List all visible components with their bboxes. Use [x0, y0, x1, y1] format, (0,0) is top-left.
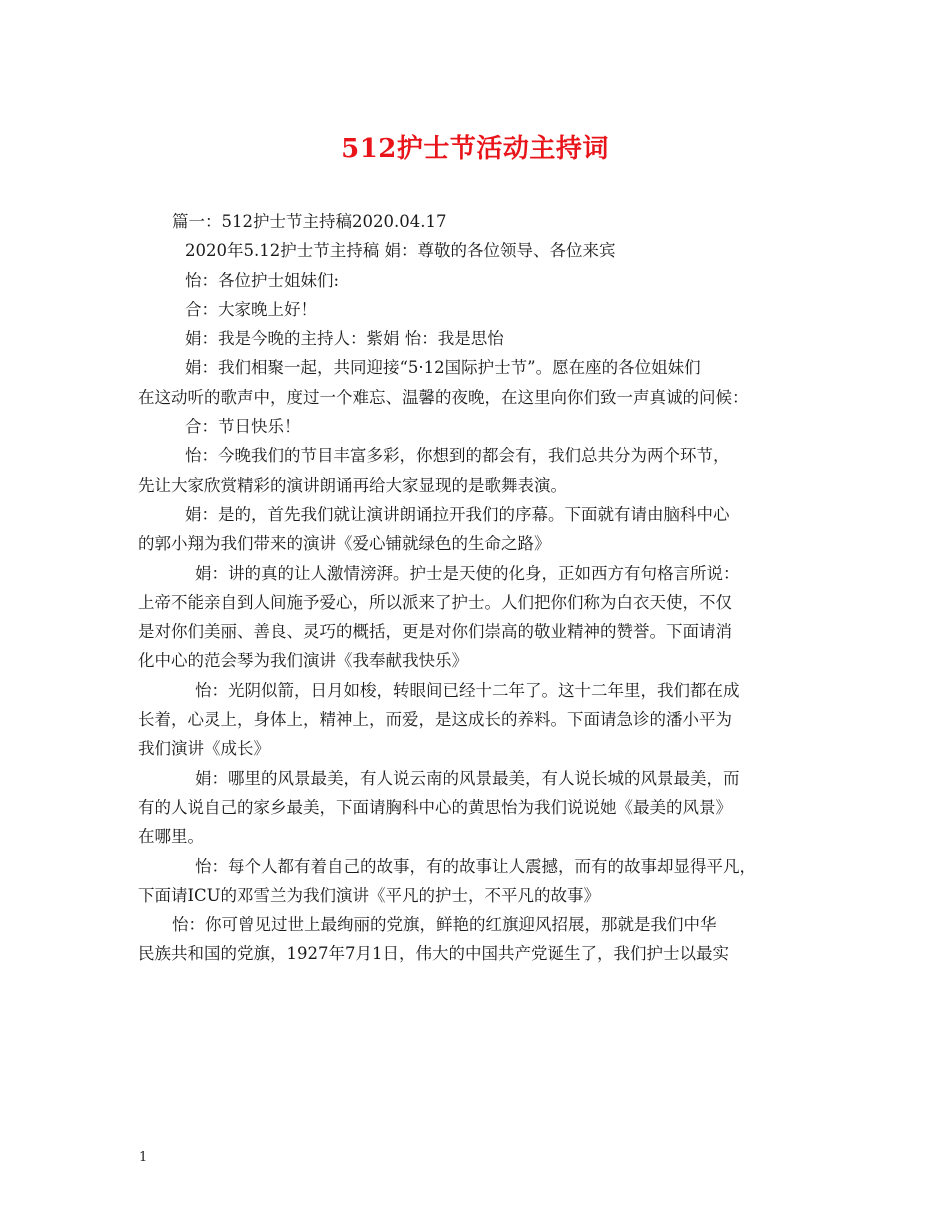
document-title: 512护士节活动主持词 [341, 134, 609, 164]
paragraph-line: 娟：是的，首先我们就让演讲朗诵拉开我们的序幕。下面就有请由脑科中心 [185, 504, 730, 524]
paragraph-line: 有的人说自己的家乡最美，下面请胸科中心的黄思怡为我们说说她《最美的风景》 [138, 797, 732, 817]
paragraph-line: 合：大家晚上好！ [185, 299, 317, 319]
paragraph-line: 怡：每个人都有着自己的故事，有的故事让人震撼，而有的故事却显得平凡， [195, 856, 756, 876]
paragraph-line: 上帝不能亲自到人间施予爱心，所以派来了护士。人们把你们称为白衣天使，不仅 [138, 592, 732, 612]
paragraph-line: 娟：哪里的风景最美，有人说云南的风景最美，有人说长城的风景最美，而 [195, 768, 740, 788]
paragraph-line: 民族共和国的党旗，1927年7月1日，伟大的中国共产党诞生了，我们护士以最实 [138, 944, 729, 964]
paragraph-line: 下面请ICU的邓雪兰为我们演讲《平凡的护士，不平凡的故事》 [138, 885, 601, 905]
paragraph-line: 我们演讲《成长》 [138, 739, 270, 759]
paragraph-line: 娟：我是今晚的主持人：紫娟 怡：我是思怡 [185, 329, 504, 349]
paragraph-line: 合：节日快乐！ [185, 417, 301, 437]
paragraph-line: 怡：今晚我们的节目丰富多彩，你想到的都会有，我们总共分为两个环节， [185, 446, 730, 466]
paragraph-line: 化中心的范会琴为我们演讲《我奉献我快乐》 [138, 651, 468, 671]
paragraph-line: 怡：光阴似箭，日月如梭，转眼间已经十二年了。这十二年里，我们都在成 [195, 680, 740, 700]
paragraph-line: 2020年5.12护士节主持稿 娟：尊敬的各位领导、各位来宾 [185, 241, 616, 261]
page-number: 1 [139, 1150, 148, 1165]
paragraph-line: 娟：我们相聚一起，共同迎接“5·12国际护士节”。愿在座的各位姐妹们 [185, 358, 701, 378]
paragraph-line: 的郭小翔为我们带来的演讲《爱心铺就绿色的生命之路》 [138, 534, 551, 554]
document-body [138, 207, 828, 969]
paragraph-line: 篇一：512护士节主持稿2020.04.17 [172, 212, 447, 231]
paragraph-line: 怡：你可曾见过世上最绚丽的党旗，鲜艳的红旗迎风招展，那就是我们中华 [172, 915, 717, 935]
paragraph-line: 在哪里。 [138, 827, 204, 847]
paragraph-line: 在这动听的歌声中，度过一个难忘、温馨的夜晚，在这里向你们致一声真诚的问候： [138, 387, 749, 407]
paragraph-line: 长着，心灵上，身体上，精神上，而爱，是这成长的养料。下面请急诊的潘小平为 [138, 710, 732, 730]
paragraph-line: 怡：各位护士姐妹们: [185, 270, 340, 290]
paragraph-line: 先让大家欣赏精彩的演讲朗诵再给大家显现的是歌舞表演。 [138, 475, 567, 495]
paragraph-line: 是对你们美丽、善良、灵巧的概括，更是对你们崇高的敬业精神的赞誉。下面请消 [138, 622, 732, 642]
paragraph-line: 娟：讲的真的让人激情滂湃。护士是天使的化身，正如西方有句格言所说： [195, 563, 740, 583]
